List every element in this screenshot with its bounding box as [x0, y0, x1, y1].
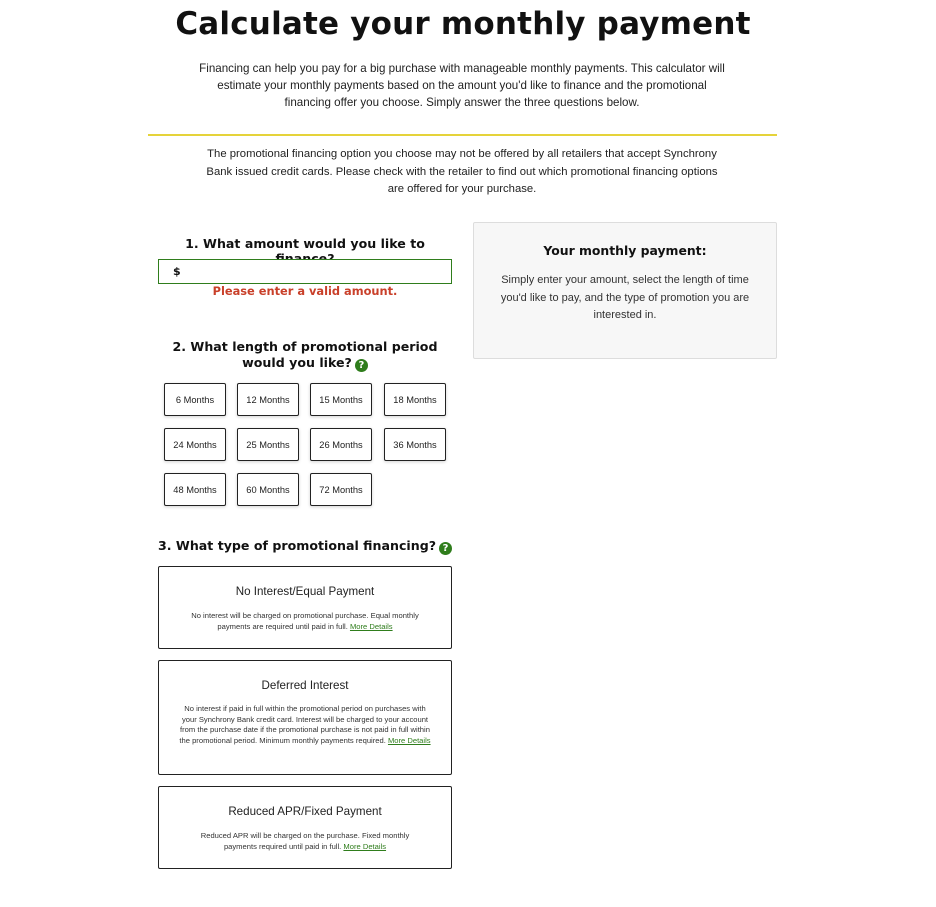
period-option-25[interactable]: 25 Months	[237, 428, 299, 461]
monthly-payment-title: Your monthly payment:	[543, 243, 707, 258]
period-option-24[interactable]: 24 Months	[164, 428, 226, 461]
financing-option-description: No interest will be charged on promotional purchase. Equal monthly payments are required until paid in full. More Details	[191, 611, 419, 631]
financing-option-description: Reduced APR will be charged on the purchase. Fixed monthly payments required until paid in full. More Details	[200, 831, 410, 851]
currency-symbol: $	[173, 265, 181, 278]
financing-option-no-interest[interactable]	[158, 566, 452, 649]
period-option-72[interactable]: 72 Months	[310, 473, 372, 506]
question-circle-icon[interactable]: ?	[355, 359, 368, 372]
period-option-12[interactable]: 12 Months	[237, 383, 299, 416]
question-period-text: 2. What length of promotional period would you like?	[172, 339, 438, 370]
period-option-18[interactable]: 18 Months	[384, 383, 446, 416]
period-option-15[interactable]: 15 Months	[310, 383, 372, 416]
question-amount-label: 1. What amount would you like to	[185, 236, 425, 251]
amount-error-message: Please enter a valid amount.	[212, 284, 398, 298]
question-circle-icon[interactable]: ?	[439, 542, 452, 555]
intro-text: Financing can help you pay for a big purchase with manageable monthly payments. This calculator will estimate your monthly payments based on the amount you'd like to finance and the promotional financing offer you choose. Simply answer the three questions below.	[199, 62, 725, 109]
divider	[148, 134, 777, 136]
question-period-label	[158, 339, 452, 372]
page-title: Calculate your monthly payment	[175, 6, 751, 42]
financing-option-deferred-interest[interactable]	[158, 660, 452, 775]
more-details-link[interactable]: More Details	[349, 621, 393, 631]
amount-field[interactable]	[158, 259, 452, 284]
period-option-26[interactable]: 26 Months	[310, 428, 372, 461]
period-option-48[interactable]: 48 Months	[164, 473, 226, 506]
period-option-60[interactable]: 60 Months	[237, 473, 299, 506]
period-option-36[interactable]: 36 Months	[384, 428, 446, 461]
more-details-link[interactable]: More Details	[387, 735, 431, 745]
question-type-label	[158, 538, 452, 555]
financing-option-title: Reduced APR/Fixed Payment	[228, 805, 382, 818]
monthly-payment-panel	[473, 222, 777, 359]
financing-option-title: No Interest/Equal Payment	[235, 585, 375, 598]
monthly-payment-instructions: Simply enter your amount, select the length of time you'd like to pay, and the type of promotion you are interested in.	[500, 274, 750, 321]
amount-input[interactable]	[183, 262, 443, 280]
financing-option-description: No interest if paid in full within the promotional period on purchases with your Synchrony Bank credit card. Interest will be charged to your account from the purchase date if the promotional purchase is not paid in full within the promotional period. Minimum monthly payments required. More Details	[179, 704, 431, 745]
period-option-6[interactable]: 6 Months	[164, 383, 226, 416]
financing-option-reduced-apr[interactable]	[158, 786, 452, 869]
financing-option-title: Deferred Interest	[261, 679, 349, 692]
question-type-text: 3. What type of promotional financing?	[158, 538, 437, 553]
more-details-link[interactable]: More Details	[343, 841, 387, 851]
retailer-notice: The promotional financing option you choose may not be offered by all retailers that accept Synchrony Bank issued credit cards. Please check with the retailer to find out which promotional financing options are offered for your purchase.	[206, 148, 718, 195]
